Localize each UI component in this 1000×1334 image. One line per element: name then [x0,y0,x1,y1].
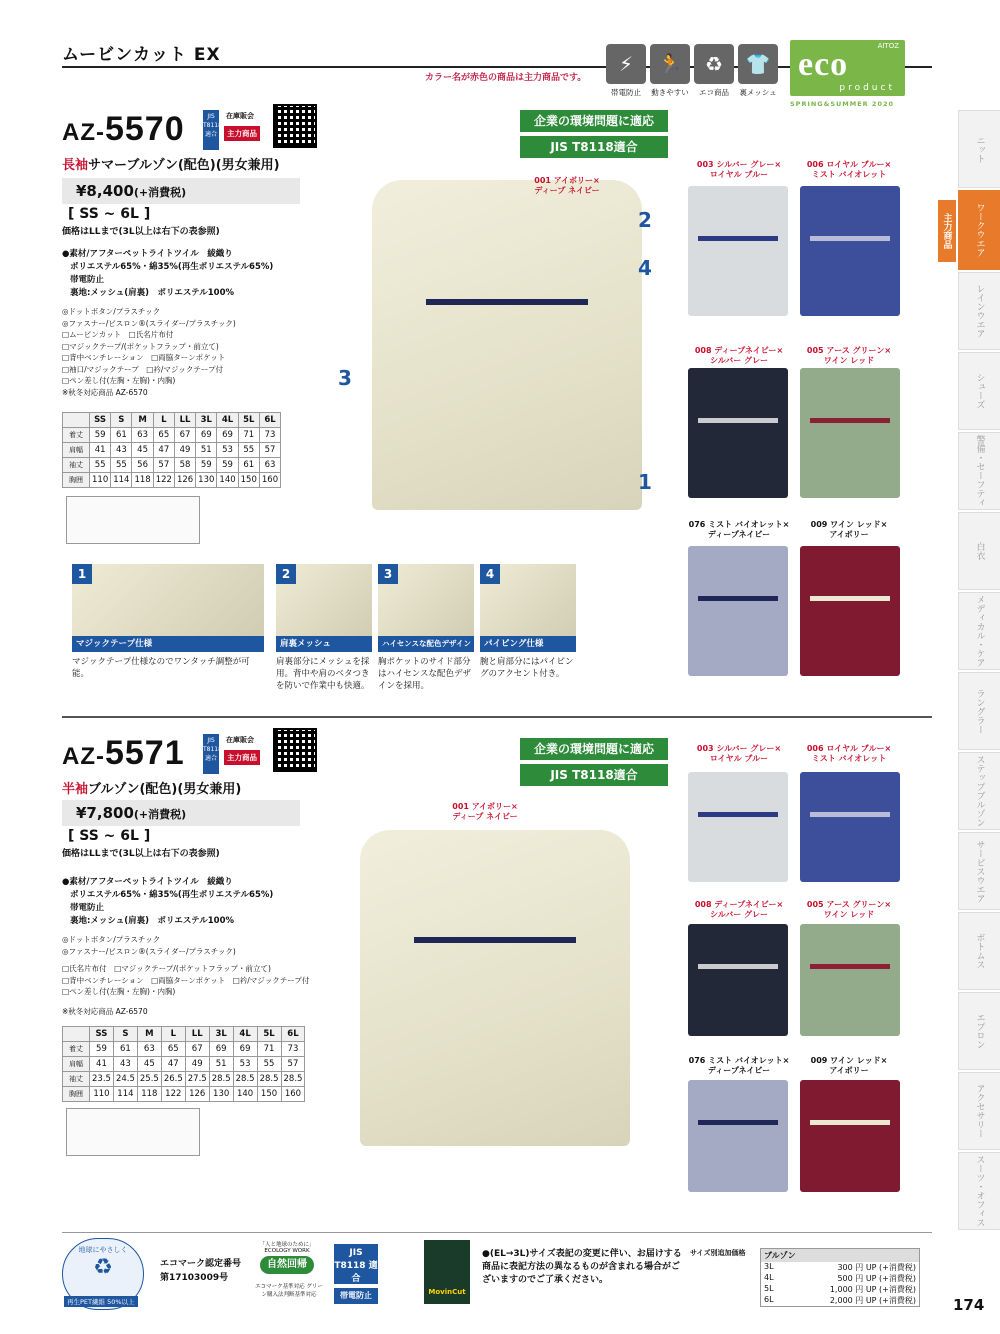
size-cell: 73 [259,428,280,443]
side-tab-knit[interactable]: ニット [958,110,1000,188]
size-cell: 59 [90,1042,114,1057]
size-cell: 69 [233,1042,257,1057]
spec-line: 裏地:メッシュ(肩裏) ポリエステル100% [70,916,234,926]
detail-number: 2 [276,564,296,584]
size-cell: 140 [233,1087,257,1102]
nature-top: 「人と地球のために」 ECOLOGY WORK [259,1242,315,1254]
side-tab-suit-office[interactable]: スーツ・オフィス [958,1152,1000,1230]
side-tab-step-blouson[interactable]: ステップブルゾン [958,752,1000,830]
fee-price: 1,000 円 UP (+消費税) [829,1285,916,1294]
price-tax: (+消費税) [133,186,187,199]
jis-badge: JIS T8118 適合 [203,734,219,774]
eco-word: eco [798,46,849,83]
size-cell: 28.5 [281,1072,305,1087]
spec-line: 帯電防止 [70,903,105,913]
fee-table [760,1248,920,1307]
color-swatch[interactable] [688,924,788,1036]
color-swatch[interactable] [688,546,788,676]
fee-row [761,1273,919,1284]
color-swatch[interactable] [688,1080,788,1192]
feature-label: 動きやすい [651,88,689,97]
detail-number: 4 [480,564,500,584]
feature-line: □ペン差し付(左胸・左胸)・内胸) [62,376,176,385]
side-tab-shoes[interactable]: シューズ [958,352,1000,430]
size-cell: 61 [238,458,259,473]
detail-text: 腕と肩部分にはパイピングのアクセント付き。 [480,657,574,679]
spec-line: 裏地:メッシュ(肩裏) ポリエステル100% [70,288,234,298]
feature-list [62,934,312,1017]
spec-line: ポリエステル65%・綿35%(再生ポリエステル65%) [70,262,274,272]
size-cell: 55 [111,458,132,473]
size-notice: ●(EL→3L)サイズ表記の変更に伴い、お届けする商品に表記方法の異なるものが含まれる場合がございますのでご了承ください。 [482,1249,682,1285]
size-header: S [113,1027,137,1042]
size-cell: 61 [113,1042,137,1057]
size-cell: 150 [257,1087,281,1102]
size-table-corner [63,1027,90,1042]
feature-line: □ペン差し付(左胸・左胸)・内胸) [62,987,176,996]
size-range: [ SS ~ 6L ] [68,828,151,844]
product-code-prefix: AZ- [62,119,105,146]
size-cell: 61 [111,428,132,443]
size-cell: 114 [111,473,132,488]
eco-leaf-icon: ♻ [694,44,734,84]
color-swatch[interactable] [688,186,788,316]
size-cell: 63 [132,428,153,443]
size-header: 3L [209,1027,233,1042]
fee-size: 4L [764,1273,774,1282]
eco-brand: AITOZ [877,42,899,50]
color-label: 009 ワイン レッド× アイボリー [810,1056,888,1075]
size-header: 5L [257,1027,281,1042]
size-header: S [111,413,132,428]
side-tab-medical[interactable]: メディカル・ケア [958,592,1000,670]
product-name-sleeve: 長袖 [62,158,89,173]
main-product-badge: 主力商品 [224,750,260,765]
size-cell: 43 [111,443,132,458]
spec-line: ●素材/アフターペットライトツイル 綾織り [62,877,233,887]
ecomark-number: 第17103009号 [160,1273,229,1283]
product-code [62,734,185,773]
color-label: 008 ディープネイビー× シルバー グレー [694,900,784,919]
size-cell: 23.5 [90,1072,114,1087]
size-cell: 130 [209,1087,233,1102]
color-label: 076 ミスト バイオレット× ディープネイビー [688,520,790,539]
table-row [63,1057,305,1072]
size-cell: 49 [185,1057,209,1072]
size-cell: 57 [153,458,174,473]
table-row [63,473,281,488]
color-label: 076 ミスト バイオレット× ディープネイビー [688,1056,790,1075]
size-cell: 49 [174,443,195,458]
row-label: 袖丈 [63,458,90,473]
price: ¥8,400 [76,182,134,200]
fee-head: ブルゾン [761,1249,919,1262]
feature-line: ◎ファスナー/ビスロン®(スライダー/プラスチック) [62,946,236,956]
fee-title: サイズ別追加価格 [690,1249,746,1257]
side-tab-apron[interactable]: エプロン [958,992,1000,1070]
price: ¥7,800 [76,804,134,822]
lightning-icon: ⚡ [606,44,646,84]
row-label: 胸囲 [63,473,90,488]
table-row [63,1087,305,1102]
size-cell: 130 [196,473,217,488]
size-note: 価格はLLまで(3L以上は右下の表参照) [62,227,220,237]
spec-line: ポリエステル65%・綿35%(再生ポリエステル65%) [70,890,274,900]
size-cell: 41 [90,1057,114,1072]
garment-sketch [66,496,200,544]
product-code-prefix: AZ- [62,743,105,770]
size-cell: 71 [257,1042,281,1057]
size-cell: 126 [185,1087,209,1102]
size-header: 4L [217,413,238,428]
main-product-image [360,830,630,1146]
size-cell: 28.5 [233,1072,257,1087]
fee-size: 5L [764,1284,774,1293]
product-code-number: 5571 [104,734,185,772]
fee-size: 6L [764,1295,774,1304]
person-motion-icon: 🏃 [650,44,690,84]
fee-row [761,1295,919,1306]
feature-line: □背中ベンチレーション □両脇ターンポケット [62,353,226,362]
side-tab-accessory[interactable]: アクセサリー [958,1072,1000,1150]
spec-block [62,876,302,928]
size-cell: 67 [174,428,195,443]
size-cell: 67 [185,1042,209,1057]
color-swatch[interactable] [800,368,900,498]
movincut-logo: MovinCut [424,1240,470,1304]
feature-line: □背中ベンチレーション □両脇ターンポケット □衿/マジックテープ付 [62,975,310,985]
section-divider [62,716,932,718]
price-tax: (+消費税) [133,808,187,821]
row-label: 着丈 [63,1042,90,1057]
color-swatch[interactable] [800,1080,900,1192]
feature-line: ※秋冬対応商品 AZ-6570 [62,387,148,397]
detail-text: 胸ポケットのサイド部分はハイセンスな配色デザインを採用。 [378,657,471,691]
size-header: M [132,413,153,428]
feature-label: エコ商品 [699,88,729,97]
size-header: SS [90,413,111,428]
size-cell: 150 [238,473,259,488]
size-cell: 45 [137,1057,161,1072]
footer-divider [62,1232,932,1233]
price-bar [62,800,300,826]
size-cell: 47 [161,1057,185,1072]
nature-logo: 自然回帰 [260,1256,314,1274]
size-cell: 53 [233,1057,257,1072]
table-row [63,1042,305,1057]
feature-line: ◎ドットボタン/プラスチック [62,307,161,316]
size-cell: 59 [196,458,217,473]
color-label: 006 ロイヤル ブルー× ミスト バイオレット [806,744,892,763]
size-table-corner [63,413,90,428]
side-tab-rainwear[interactable]: レインウエア [958,272,1000,350]
feature-label: 帯電防止 [611,88,641,97]
size-cell: 25.5 [137,1072,161,1087]
callout-3: 3 [338,366,352,390]
env-button: 企業の環境問題に適応 [520,738,668,760]
product-name-rest: ブルゾン(配色)(男女兼用) [88,782,242,797]
size-cell: 65 [153,428,174,443]
detail-caption: ハイセンスな配色デザイン [378,636,474,652]
size-cell: 28.5 [257,1072,281,1087]
product-name [62,778,241,797]
detail-caption: 肩裏メッシュ [276,636,372,652]
detail-number: 3 [378,564,398,584]
detail-text: 肩裏部分にメッシュを採用。背中や肩のベタつきを防いで作業中も快適。 [276,657,370,691]
size-header: LL [174,413,195,428]
jis-button: JIS T8118適合 [520,764,668,786]
detail-caption: マジックテープ仕様 [72,636,264,652]
feature-label: 裏メッシュ [739,88,777,97]
eco-season: SPRING&SUMMER 2020 [790,100,895,108]
size-cell: 122 [161,1087,185,1102]
price-bar [62,178,300,204]
eco-product-word: product [839,83,895,93]
size-cell: 59 [90,428,111,443]
size-header: LL [185,1027,209,1042]
size-cell: 118 [137,1087,161,1102]
feature-line: □氏名片布付 □マジックテープ/(ポケットフラップ・前立て) [62,964,271,973]
color-swatch[interactable] [688,368,788,498]
main-color-label: 001 アイボリー× ディープ ネイビー [534,176,600,195]
size-table-header [63,413,281,428]
fee-price: 500 円 UP (+消費税) [837,1274,916,1283]
size-cell: 65 [161,1042,185,1057]
size-cell: 69 [196,428,217,443]
side-tab-bottoms[interactable]: ボトムス [958,912,1000,990]
color-label: 003 シルバー グレー× ロイヤル ブルー [696,744,782,763]
main-product-badge: 主力商品 [224,126,260,141]
feature-line: □ムービンカット □氏名片布付 [62,330,174,339]
size-cell: 55 [238,443,259,458]
series-title: ムービンカット EX [62,45,221,65]
jis-badge: JIS T8118 適合 [203,110,219,150]
feature-line: ◎ファスナー/ビスロン®(スライダー/プラスチック) [62,318,236,328]
size-cell: 59 [217,458,238,473]
color-label: 008 ディープネイビー× シルバー グレー [694,346,784,365]
jis-button: JIS T8118適合 [520,136,668,158]
qr-code[interactable] [273,104,317,148]
size-cell: 55 [90,458,111,473]
main-product-image [372,180,642,510]
antistatic-box: 帯電防止 [334,1288,378,1304]
recycle-top: 地球にやさしく [78,1246,128,1254]
feature-line: □マジックテープ/(ポケットフラップ・前立て) [62,341,219,351]
size-header: 6L [259,413,280,428]
stock-label: 在庫販会 [226,112,254,120]
product-name-sleeve: 半袖 [62,782,89,797]
row-label: 胸囲 [63,1087,90,1102]
size-cell: 41 [90,443,111,458]
size-cell: 47 [153,443,174,458]
callout-2: 2 [638,208,652,232]
side-tab-security[interactable]: 警備・セーフティ [958,432,1000,510]
table-row [63,1072,305,1087]
size-cell: 51 [196,443,217,458]
chest-stripe [414,937,576,943]
side-tab-service[interactable]: サービスウエア [958,832,1000,910]
main-color-label: 001 アイボリー× ディープ ネイビー [452,802,518,821]
fee-size: 3L [764,1262,774,1271]
size-range: [ SS ~ 6L ] [68,206,151,222]
size-cell: 26.5 [161,1072,185,1087]
mesh-shirt-icon: 👕 [738,44,778,84]
feature-line: ※秋冬対応商品 AZ-6570 [62,1006,148,1016]
table-row [63,443,281,458]
size-cell: 110 [90,1087,114,1102]
size-cell: 43 [113,1057,137,1072]
size-cell: 57 [281,1057,305,1072]
size-cell: 56 [132,458,153,473]
size-cell: 160 [259,473,280,488]
color-swatch[interactable] [800,546,900,676]
color-label: 003 シルバー グレー× ロイヤル ブルー [696,160,782,179]
feature-list [62,306,302,398]
chest-stripe [426,299,588,305]
page-number: 174 [953,1296,985,1314]
detail-number: 1 [72,564,92,584]
row-label: 袖丈 [63,1072,90,1087]
size-cell: 73 [281,1042,305,1057]
callout-1: 1 [638,470,652,494]
color-label: 005 アース グリーン× ワイン レッド [806,346,892,365]
product-code [62,110,185,149]
table-row [63,428,281,443]
recycle-icon: ♻ [93,1255,113,1280]
size-cell: 55 [257,1057,281,1072]
size-cell: 71 [238,428,259,443]
qr-code[interactable] [273,728,317,772]
recycle-label: 再生PET繊維 50%以上 [64,1296,138,1307]
detail-text: マジックテープ仕様なのでワンタッチ調整が可能。 [72,657,250,679]
feature-line: □袖口/マジックテープ □衿/マジックテープ付 [62,364,223,374]
detail-caption: パイピング仕様 [480,636,576,652]
size-cell: 69 [209,1042,233,1057]
jis-box: JIS T8118 適合 [334,1244,378,1284]
side-tab-wrangler[interactable]: ラングラー [958,672,1000,750]
feature-line: ◎ドットボタン/プラスチック [62,935,161,944]
side-main-tag: 主力商品 [938,200,956,262]
spec-line: 帯電防止 [70,275,105,285]
product-code-number: 5570 [104,110,185,148]
product-name-rest: サマーブルゾン(配色)(男女兼用) [88,158,280,173]
size-cell: 63 [259,458,280,473]
size-header: L [153,413,174,428]
stock-label: 在庫販会 [226,736,254,744]
size-table-header [63,1027,305,1042]
color-swatch[interactable] [800,772,900,882]
size-cell: 122 [153,473,174,488]
size-cell: 45 [132,443,153,458]
product-name [62,154,280,173]
nature-sub: エコマーク基準対応 グリーン購入法判断基準対応 [255,1284,323,1298]
color-swatch[interactable] [800,186,900,316]
size-cell: 118 [132,473,153,488]
spec-line: ●素材/アフターペットライトツイル 綾織り [62,249,233,259]
size-note: 価格はLLまで(3L以上は右下の表参照) [62,849,220,859]
size-cell: 24.5 [113,1072,137,1087]
size-cell: 160 [281,1087,305,1102]
color-label: 005 アース グリーン× ワイン レッド [806,900,892,919]
size-table [62,412,281,488]
size-header: SS [90,1027,114,1042]
size-cell: 110 [90,473,111,488]
row-label: 着丈 [63,428,90,443]
fee-row [761,1284,919,1295]
fee-row [761,1262,919,1273]
color-note: カラー名が赤色の商品は主力商品です。 [425,73,587,83]
fee-price: 2,000 円 UP (+消費税) [829,1296,916,1305]
size-cell: 28.5 [209,1072,233,1087]
color-swatch[interactable] [800,924,900,1036]
table-row [63,458,281,473]
size-cell: 57 [259,443,280,458]
eco-product-badge [790,40,905,96]
row-label: 肩幅 [63,1057,90,1072]
ecomark-title: エコマーク認定番号 [160,1259,242,1269]
spec-block [62,248,302,300]
size-cell: 51 [209,1057,233,1072]
size-header: 5L [238,413,259,428]
color-label: 006 ロイヤル ブルー× ミスト バイオレット [806,160,892,179]
env-button: 企業の環境問題に適応 [520,110,668,132]
size-cell: 27.5 [185,1072,209,1087]
size-header: 4L [233,1027,257,1042]
garment-sketch [66,1108,200,1156]
color-label: 009 ワイン レッド× アイボリー [810,520,888,539]
size-cell: 69 [217,428,238,443]
size-cell: 53 [217,443,238,458]
size-header: M [137,1027,161,1042]
side-tab-whitecoat[interactable]: 白衣 [958,512,1000,590]
size-cell: 140 [217,473,238,488]
size-header: 3L [196,413,217,428]
row-label: 肩幅 [63,443,90,458]
size-table [62,1026,305,1102]
color-swatch[interactable] [688,772,788,882]
size-cell: 63 [137,1042,161,1057]
size-header: L [161,1027,185,1042]
fee-price: 300 円 UP (+消費税) [837,1263,916,1272]
size-cell: 126 [174,473,195,488]
size-header: 6L [281,1027,305,1042]
callout-4: 4 [638,256,652,280]
size-cell: 58 [174,458,195,473]
size-cell: 114 [113,1087,137,1102]
side-tab-workwear[interactable]: ワークウエア [958,190,1000,270]
